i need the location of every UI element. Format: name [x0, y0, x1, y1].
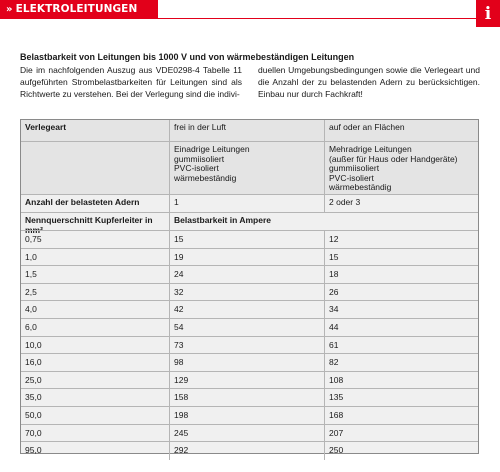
adern-label: Anzahl der belasteten Adern	[25, 197, 140, 207]
table-row	[21, 336, 478, 355]
adern-air: 1	[169, 195, 324, 213]
intro-heading: Belastbarkeit von Leitungen bis 1000 V und von wärmebeständigen Leitungen	[20, 52, 355, 62]
double-chevron-icon: »	[6, 3, 13, 15]
cross-section-cell: 0,75	[25, 234, 42, 244]
ampacity-surface-cell: 250	[324, 442, 478, 460]
ampacity-surface-cell: 15	[324, 249, 478, 267]
table-row	[21, 371, 478, 390]
ampacity-surface-cell: 108	[324, 372, 478, 390]
section-title: ELEKTROLEITUNGEN	[15, 3, 138, 15]
table-row	[21, 388, 478, 407]
table-unit-row	[21, 212, 478, 235]
ampacity-surface-cell: 61	[324, 337, 478, 355]
table-row	[21, 424, 478, 443]
table-row	[21, 265, 478, 284]
cross-section-cell: 95,0	[25, 445, 42, 456]
ampacity-air-cell: 129	[169, 372, 324, 390]
ampacity-surface-cell: 26	[324, 284, 478, 302]
belastbarkeit-label: Belastbarkeit in Ampere	[169, 213, 478, 231]
querschnitt-label: Nennquerschnitt Kupferleiter in mm²	[25, 215, 153, 235]
col-header-air: frei in der Luft	[169, 120, 324, 141]
ampacity-air-cell: 73	[169, 337, 324, 355]
ampacity-air-cell: 198	[169, 407, 324, 425]
header-divider	[0, 18, 500, 19]
cross-section-cell: 16,0	[25, 357, 42, 368]
ampacity-surface-cell: 12	[324, 231, 478, 249]
table-row	[21, 318, 478, 337]
table-row	[21, 406, 478, 425]
cross-section-cell: 2,5	[25, 286, 37, 297]
table-row	[21, 283, 478, 302]
cross-section-cell: 1,5	[25, 269, 37, 280]
table-row	[21, 441, 478, 460]
ampacity-surface-cell: 207	[324, 425, 478, 443]
ampacity-air-cell: 98	[169, 354, 324, 372]
ampacity-air-cell: 32	[169, 284, 324, 302]
ampacity-air-cell: 245	[169, 425, 324, 443]
intro-text-left: Die im nachfolgenden Auszug aus VDE0298-4 Tabelle 11 aufgeführten Strombelastbarkeiten für Leitungen sind als Richtwerte zu verstehen. Bei der Verlegung sind die indivi-	[20, 65, 242, 100]
cross-section-cell: 10,0	[25, 339, 42, 350]
ampacity-surface-cell: 18	[324, 266, 478, 284]
ampacity-surface-cell: 135	[324, 389, 478, 407]
cross-section-cell: 4,0	[25, 304, 37, 315]
cross-section-cell: 70,0	[25, 427, 42, 438]
ampacity-air-cell: 15	[169, 231, 324, 249]
cross-section-cell: 1,0	[25, 251, 37, 262]
table-row	[21, 300, 478, 319]
col-header-surface: auf oder an Flächen	[324, 120, 478, 141]
ampacity-air-cell: 292	[169, 442, 324, 460]
ampacity-surface-cell: 82	[324, 354, 478, 372]
cross-section-cell: 50,0	[25, 410, 42, 420]
ampacity-surface-cell: 34	[324, 301, 478, 319]
verlegeart-label: Verlegeart	[25, 122, 67, 132]
table-desc-row	[21, 141, 478, 195]
ampacity-air-cell: 54	[169, 319, 324, 337]
ampacity-air-cell: 24	[169, 266, 324, 284]
col-desc-air: Einadrige Leitungen gummiisoliert PVC-isoliert wärmebeständig	[169, 142, 324, 195]
intro-text-right: duellen Umgebungsbedingungen sowie die Verlegeart und die Anzahl der zu belastenden Adern zu berücksichtigen. Einbau nur durch Fachkraft!	[258, 65, 480, 100]
table-row	[21, 248, 478, 267]
ampacity-table	[20, 119, 479, 454]
table-row	[21, 353, 478, 372]
ampacity-surface-cell: 168	[324, 407, 478, 425]
ampacity-air-cell: 42	[169, 301, 324, 319]
desc-blank-cell	[21, 142, 169, 195]
table-header-row	[21, 120, 478, 141]
col-desc-surface: Mehradrige Leitungen (außer für Haus oder Handgeräte) gummiisoliert PVC-isoliert wärmebeständig	[324, 142, 478, 195]
ampacity-air-cell: 19	[169, 249, 324, 267]
info-icon: i	[476, 0, 500, 27]
cross-section-cell: 35,0	[25, 392, 42, 403]
table-adern-row	[21, 194, 478, 213]
ampacity-surface-cell: 44	[324, 319, 478, 337]
cross-section-cell: 25,0	[25, 374, 42, 385]
section-header	[0, 0, 158, 18]
cross-section-cell: 6,0	[25, 322, 37, 332]
table-row	[21, 230, 478, 249]
adern-surface: 2 oder 3	[324, 195, 478, 213]
ampacity-air-cell: 158	[169, 389, 324, 407]
